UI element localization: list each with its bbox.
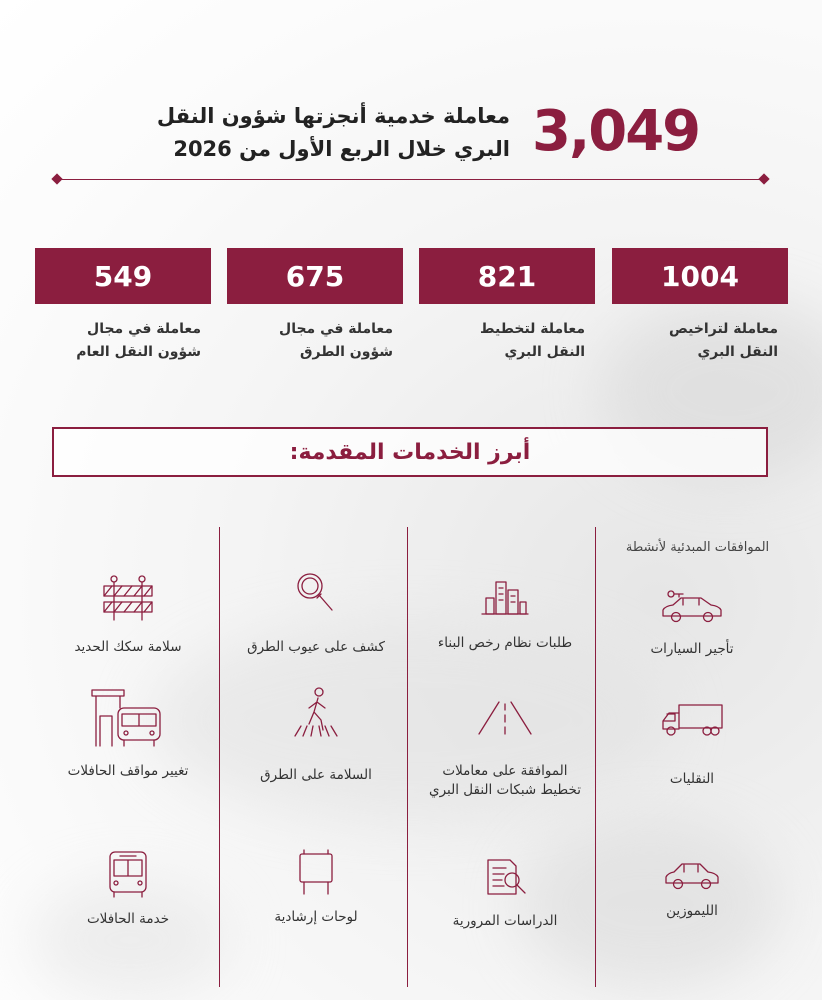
stat-label — [612, 318, 788, 364]
service-label: تأجير السيارات — [650, 641, 734, 657]
bus-icon — [104, 848, 152, 900]
service-label-line: الموافقة على معاملات — [442, 763, 568, 779]
stat-label — [419, 318, 595, 364]
service-road-safety — [221, 686, 411, 785]
service-road-inspection — [221, 568, 411, 657]
service-label — [410, 762, 600, 800]
service-traffic-studies — [410, 856, 600, 931]
service-signs — [221, 848, 411, 927]
stat-value: 821 — [419, 248, 595, 304]
buildings-icon — [480, 578, 530, 620]
magnifier-icon — [292, 568, 340, 618]
service-label: النقليات — [669, 771, 715, 787]
divider-diamond-left — [51, 173, 62, 184]
stat-value: 1004 — [612, 248, 788, 304]
pedestrian-crossing-icon — [289, 686, 343, 744]
stat-value: 549 — [35, 248, 211, 304]
header-divider — [60, 179, 764, 180]
service-label: تغيير مواقف الحافلات — [67, 763, 189, 779]
column-title: الموافقات المبدئية لأنشطة — [625, 540, 770, 555]
stat-label-line: معاملة لتخطيط — [480, 321, 585, 337]
section-title: أبرز الخدمات المقدمة: — [52, 427, 768, 477]
road-icon — [475, 698, 535, 738]
stat-label — [227, 318, 403, 364]
car-key-icon — [659, 588, 725, 626]
service-bus-stops — [33, 686, 223, 781]
stat-card-public-transport — [35, 248, 211, 364]
stat-label-line: النقل البري — [504, 344, 585, 360]
barrier-icon — [100, 574, 156, 622]
stat-label-line: معاملة في مجال — [87, 321, 201, 337]
truck-icon — [659, 702, 725, 738]
service-limousine — [597, 858, 787, 921]
headline-line-1: معاملة خدمية أنجزتها شؤون النقل — [156, 104, 510, 128]
stat-label-line: النقل البري — [697, 344, 778, 360]
car-icon — [662, 858, 722, 892]
service-transport — [597, 702, 787, 789]
stat-label-line: معاملة لتراخيص — [669, 321, 778, 337]
headline-line-2: البري خلال الربع الأول من 2026 — [173, 137, 510, 161]
stat-value: 675 — [227, 248, 403, 304]
service-label: لوحات إرشادية — [274, 909, 358, 925]
service-label: طلبات نظام رخص البناء — [437, 635, 573, 651]
stat-label-line: شؤون الطرق — [300, 344, 393, 360]
service-label: السلامة على الطرق — [260, 767, 372, 783]
service-label: الدراسات المرورية — [452, 913, 558, 929]
stat-card-roads — [227, 248, 403, 364]
total-transactions: 3,049 — [532, 99, 700, 164]
stat-card-planning — [419, 248, 595, 364]
divider-diamond-right — [758, 173, 769, 184]
service-building-permits — [410, 578, 600, 653]
service-label: خدمة الحافلات — [86, 911, 170, 927]
headline — [110, 100, 510, 166]
service-railway-safety — [33, 574, 223, 657]
service-label: سلامة سكك الحديد — [74, 639, 182, 655]
service-network-planning — [410, 698, 600, 800]
signboard-icon — [294, 848, 338, 898]
stat-card-licenses — [612, 248, 788, 364]
stat-label-line: معاملة في مجال — [279, 321, 393, 337]
service-label-line: تخطيط شبكات النقل البري — [429, 782, 581, 798]
stat-label — [35, 318, 211, 364]
service-bus — [33, 848, 223, 929]
bus-stop-icon — [88, 686, 168, 752]
service-label: كشف على عيوب الطرق — [247, 639, 385, 655]
service-label: الليموزين — [666, 903, 718, 919]
service-car-rental — [597, 588, 787, 659]
stat-label-line: شؤون النقل العام — [76, 344, 201, 360]
document-search-icon — [480, 856, 530, 898]
